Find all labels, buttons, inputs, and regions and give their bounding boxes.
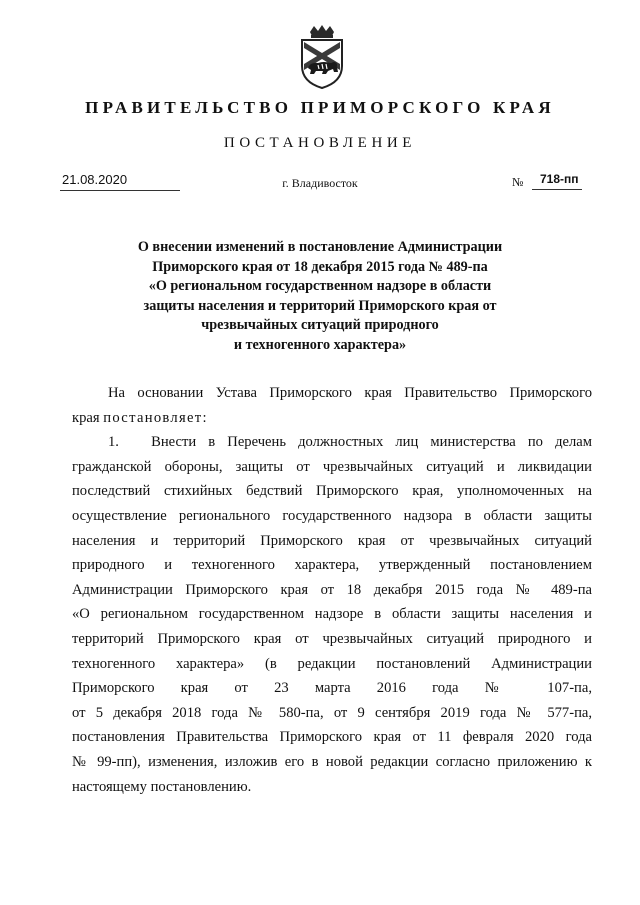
body-line: «О региональном государственном надзоре в области защиты населения и: [72, 606, 592, 623]
body-line: постановления Правительства Приморского края от 11 февраля 2020 года: [72, 729, 592, 746]
body-line: гражданской обороны, защиты от чрезвычайных ситуаций и ликвидации: [72, 458, 592, 475]
document-date: 21.08.2020: [62, 172, 128, 187]
subject-line: О внесении изменений в постановление Администрации: [137, 239, 503, 255]
body-line: [72, 406, 592, 431]
number-sign: №: [512, 175, 524, 189]
body-text: края: [72, 409, 100, 426]
subject-line: защиты населения и территорий Приморского края от: [143, 297, 497, 314]
body-line: осуществление регионального государственного надзора в области защиты: [72, 507, 592, 524]
number-underline: [532, 172, 582, 190]
document-type: ПОСТАНОВЛЕНИЕ: [223, 135, 417, 151]
government-title: ПРАВИТЕЛЬСТВО ПРИМОРСКОГО КРАЯ: [85, 98, 555, 117]
body-line: Администрации Приморского края от 18 декабря 2015 года № 489-па: [72, 581, 592, 598]
body-line: от 5 декабря 2018 года № 580-па, от 9 сентября 2019 года № 577-па,: [72, 704, 592, 721]
body-line: [72, 430, 592, 455]
document-body: [72, 381, 592, 799]
document-subject: [100, 238, 540, 355]
body-line: территорий Приморского края от чрезвычайных ситуаций природного и: [72, 630, 592, 647]
subject-line: «О региональном государственном надзоре в области: [148, 278, 492, 294]
body-line: природного и техногенного характера, утвержденный постановлением: [72, 557, 592, 574]
subject-line: и техногенного характера»: [233, 336, 407, 353]
body-line: техногенного характера» (в редакции постановлений Администрации: [72, 655, 592, 672]
body-line: последствий стихийных бедствий Приморского края, уполномоченных на: [72, 483, 592, 500]
city: г. Владивосток: [282, 176, 358, 190]
subject-line: Приморского края от 18 декабря 2015 года № 489-па: [152, 258, 488, 275]
document-number: 718-пп: [540, 172, 579, 186]
body-text: Внести в Перечень должностных лиц министерства по делам: [151, 434, 592, 451]
body-line: № 99-пп), изменения, изложив его в новой редакции согласно приложению к: [72, 753, 592, 770]
body-line: настоящему постановлению.: [72, 778, 252, 795]
body-line: населения и территорий Приморского края от чрезвычайных ситуаций: [72, 532, 592, 549]
subject-line: чрезвычайных ситуаций природного: [201, 317, 439, 333]
body-line: Приморского края от 23 марта 2016 года № 107-па,: [72, 680, 592, 697]
coat-of-arms-icon: [296, 24, 348, 90]
document-number-field: [512, 172, 582, 190]
body-text-spaced: постановляет:: [103, 409, 208, 426]
item-number: 1.: [108, 434, 119, 451]
body-line: На основании Устава Приморского края Правительство Приморского: [108, 385, 592, 401]
